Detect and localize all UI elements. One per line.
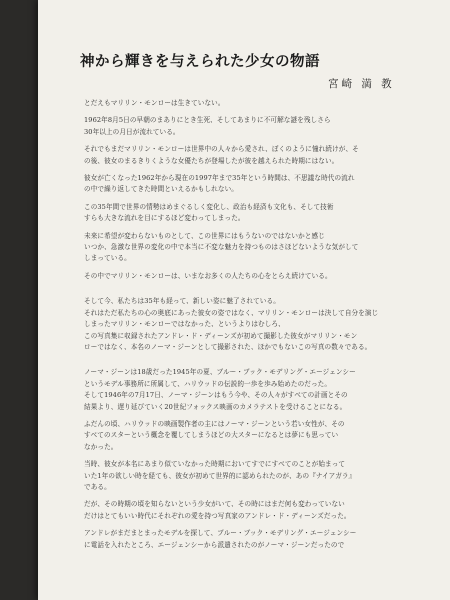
text-line: いつか、急激な世界の変化の中で本当に不変な魅力を持つものはさほどないような気がして bbox=[84, 243, 359, 252]
text-line: だが、その時期の頃を知らないという少女がいて、その時にはまだ何も変わっていない bbox=[84, 500, 345, 509]
text-line: それでもまだマリリン・モンローは世界中の人々から愛され、ぼくのように憧れ続けが、そ bbox=[84, 145, 359, 154]
paragraph bbox=[84, 367, 424, 413]
paragraph bbox=[84, 459, 424, 493]
text-line: その中でマリリン・モンローは、いまなお多くの人たちの心をとらえ続けている。 bbox=[84, 271, 332, 280]
text-line: ノーマ・ジーンは18歳だった1945年の夏、ブルー・ブック・モデリング・エージェンシー bbox=[84, 368, 356, 377]
text-line: そして1946年の7月17日、ノーマ・ジーンはもう今や、その人々がすべての計画とその bbox=[84, 391, 348, 400]
paragraph bbox=[84, 499, 424, 522]
text-line: いた1年の欲しい時を経ても、彼女が初めて世界的に認められたのが、あの『ナイアガラ』 bbox=[84, 471, 356, 480]
text-line: この35年間で世界の情勢はめまぐるしく変化し、政治も経済も文化も、そして技術 bbox=[84, 202, 334, 211]
text-line: 当時、彼女が本名にあまり似ていなかった時期においてすでにすべてのことが始まって bbox=[84, 460, 346, 469]
text-line: 30年以上の月日が流れている。 bbox=[84, 127, 180, 136]
text-line: しまったマリリン・モンローではなかった、というよりはむしろ、 bbox=[84, 320, 285, 329]
paragraph bbox=[84, 271, 424, 282]
book-page bbox=[38, 0, 450, 600]
text-line: 1962年8月5日の早朝のまありにとき生死、そしてあまりに不可解な謎を残しさら bbox=[84, 116, 331, 125]
paragraph bbox=[84, 144, 424, 167]
paragraph bbox=[84, 202, 424, 225]
author-name: 宮崎 満 教 bbox=[328, 78, 395, 90]
paragraph bbox=[84, 419, 424, 453]
text-line: アンドレがまだまとまったモデルを探して、ブルー・ブック・モデリング・エージェンシー bbox=[84, 529, 357, 538]
text-line: 結果より、遅り延びていく20世紀フォックス映画のカメラテストを受けることになる。 bbox=[84, 402, 347, 411]
text-line: なかった。 bbox=[84, 442, 118, 451]
text-line: の中で繰り返してきた時間といえるかもしれない。 bbox=[84, 185, 238, 194]
text-line: である。 bbox=[84, 482, 111, 491]
body-text bbox=[84, 98, 424, 557]
text-line: この写真集に収録されたアンドレ・ド・ディーンズが初めて撮影した彼女がマリリン・モン bbox=[84, 331, 358, 340]
text-line: しまっている。 bbox=[84, 254, 131, 263]
page-title: 神から輝きを与えられた少女の物語 bbox=[80, 53, 320, 70]
text-line: 未来に希望が変わらないものとして、この世界にはもうないのではないかと感じ bbox=[84, 231, 325, 240]
paragraph bbox=[84, 98, 424, 109]
paragraph bbox=[84, 115, 424, 138]
text-line: そして今、私たちは35年も経って、新しい姿に魅了されている。 bbox=[84, 297, 280, 306]
text-line: すべてのスターという概念を覆してしまうほどの大スターになるとは夢にも思ってい bbox=[84, 431, 339, 440]
text-line: それはただ私たちの心の奥底にあった彼女の姿ではなく、マリリン・モンローは決して自分を演じ bbox=[84, 308, 379, 317]
text-line: 彼女が亡くなった1962年から現在の1997年まで35年という時間は、不思議な時代の流れ bbox=[84, 174, 355, 183]
paragraph bbox=[84, 173, 424, 196]
text-line: ふだんの頃、ハリウッドの映画製作者の主にはノーマ・ジーンという若い女性が、その bbox=[84, 419, 345, 428]
text-line: すらも大きな流れを目にするほど変わってしまった。 bbox=[84, 214, 245, 223]
text-line: ローではなく、本名のノーマ・ジーンとして撮影された、ほかでもないこの写真の数々である。 bbox=[84, 342, 372, 351]
paragraph bbox=[84, 296, 424, 353]
text-line: だけはとてもいい時代にそれぞれの愛を持つ写真家のアンドレ・ド・ディーンズだった。 bbox=[84, 511, 351, 520]
text-line: に電話を入れたところ、エージェンシーから派遣されたのがノーマ・ジーンだったので bbox=[84, 540, 345, 549]
paragraph bbox=[84, 528, 424, 551]
text-line: の後、彼女のまるきりくような女優たちが登場したが彼を越えられた時期にはない。 bbox=[84, 156, 339, 165]
text-line: とだえもマリリン・モンローは生きていない。 bbox=[84, 99, 225, 107]
paragraph bbox=[84, 231, 424, 265]
text-line: というモデル事務所に所属して、ハリウッドの伝説的一歩を歩み始めたのだった。 bbox=[84, 379, 332, 388]
